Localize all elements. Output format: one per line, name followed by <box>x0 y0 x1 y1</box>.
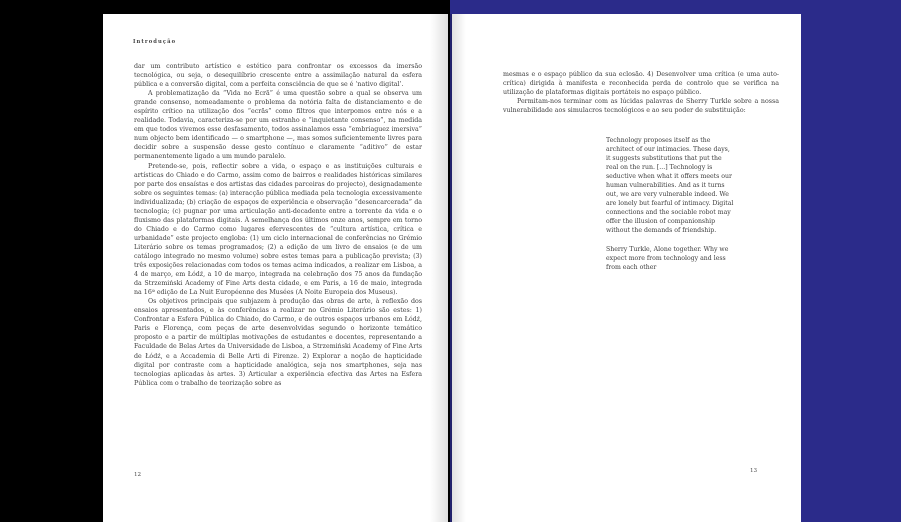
left-body-text <box>134 62 422 388</box>
paragraph: mesmas e o espaço público da sua eclosão. 4) Desenvolver uma crítica (e uma auto-crítica) dirigida à manifesta e reconhecida perda de controlo que se verifica na utilização de plataformas digitais portáteis no espaço público. <box>503 71 779 97</box>
page-number-right: 13 <box>750 468 758 474</box>
gutter-shadow <box>430 14 452 522</box>
paragraph: dar um contributo artístico e estético para confrontar os excessos da imersão tecnológica, ou seja, o desequilíbrio crescente entre a assimilação natural da esfera pública e a conversão digital, com a perfeita consciência de que se é ‘nativo digital’. <box>134 63 422 89</box>
right-body-text <box>503 70 779 115</box>
paragraph: Pretende-se, pois, reflectir sobre a vida, o espaço e as instituições culturais e artísticas do Chiado e do Carmo, assim como de bairros e realidades históricas similares por parte dos ensaístas e dos artistas das cidades parceiras do projecto), designadamente sobre os seguintes temas: (a) interacção pública mediada pela tecnologia excessivamente individualizada; (b) criação de espaços de experiência e observação “desencarcerada” da tecnologia; (c) pugnar por uma articulação anti-decadente entre a torrente da vida e o fluxismo das plataformas digitais. À semelhança dos últimos onze anos, sempre em torno do Chiado e do Carmo como lugares efervescentes de “cultura artística, crítica e urbanidade” este projecto engloba: (1) um ciclo internacional de conferências no Grémio Literário sobre os temas programados; (2) a edição de um livro de ensaios (e de um catálogo integrado no mesmo volume) sobre estes temas para a publicação prevista; (3) três exposições relacionadas com todos os temas acima indicados, a realizar em Lisboa, a 4 de março, em Łódź, a 10 de março, integrada na celebração dos 75 anos da fundação da Strzemiński Academy of Fine Arts desta cidade, e em Paris, a 16 de maio, integrada na 16ª edição de La Nuit Européenne des Musées (A Noite Europeia dos Museus). <box>134 162 422 297</box>
paragraph: Permitam-nos terminar com as lúcidas palavras de Sherry Turkle sobre a nossa vulnerabilidade aos simulacros tecnológicos e ao seu poder de substituição: <box>503 98 779 115</box>
running-head: Introdução <box>133 39 177 45</box>
paragraph: Os objetivos principais que subjazem à produção das obras de arte, à reflexão dos ensaios apresentados, e às conferências a realizar no Grémio Literário são estes: 1) Confrontar a Esfera Pública do Chiado, do Carmo, e de outros espaços urbanos em Łódź, Paris e Florença, com peças de arte desenvolvidas segundo o horizonte temático proposto e a partir de múltiplas motivações de estudantes e docentes, representando a Faculdade de Belas Artes da Universidade de Lisboa, a Strzemiński Academy of Fine Arts de Łódź, e a Accademia di Belle Arti di Firenze. 2) Explorar a noção de hapticidade digital por contraste com a hapticidade analógica, seja nos smartphones, seja nas tecnologias aplicadas às artes. 3) Articular a experiência efectiva das Artes na Esfera Pública com o trabalho de teorização sobre as <box>134 298 422 387</box>
right-page <box>452 14 801 522</box>
page-number-left: 12 <box>134 472 142 478</box>
quote-text: Technology proposes itself as the architect of our intimacies. These days, it suggests substitutions that put the real on the run. [...] Technology is seductive when what it offers meets our human vulnerabilities. And as it turns out, we are very vulnerable indeed. We are lonely but fearful of intimacy. Digital connections and the sociable robot may offer the illusion of companionship without the demands of friendship. <box>606 137 734 235</box>
left-page <box>103 14 448 522</box>
paragraph: A problematização da “Vida no Ecrã” é uma questão sobre a qual se observa um grande consenso, nomeadamente o problema da notória falta de distanciamento e de espírito crítico na utilização dos “ecrãs” como filtros que interpomos entre nós e a realidade. Todavia, caracteriza-se por um estranho e “inquietante consenso”, na medida em que todos vivemos esse desfasamento, todos assinalamos essa “embriaguez imersiva” num objecto bem identificado — o smartphone —, mas somos suficientemente livres para decidir sobre a suspensão desse gesto contínuo e claramente “aditivo” de estar permanentemente ligado a um mundo paralelo. <box>134 90 422 161</box>
block-quote <box>606 136 734 281</box>
gutter-shadow-right <box>452 14 466 522</box>
quote-citation: Sherry Turkle, Alone together. Why we expect more from technology and less from each other <box>606 245 729 271</box>
